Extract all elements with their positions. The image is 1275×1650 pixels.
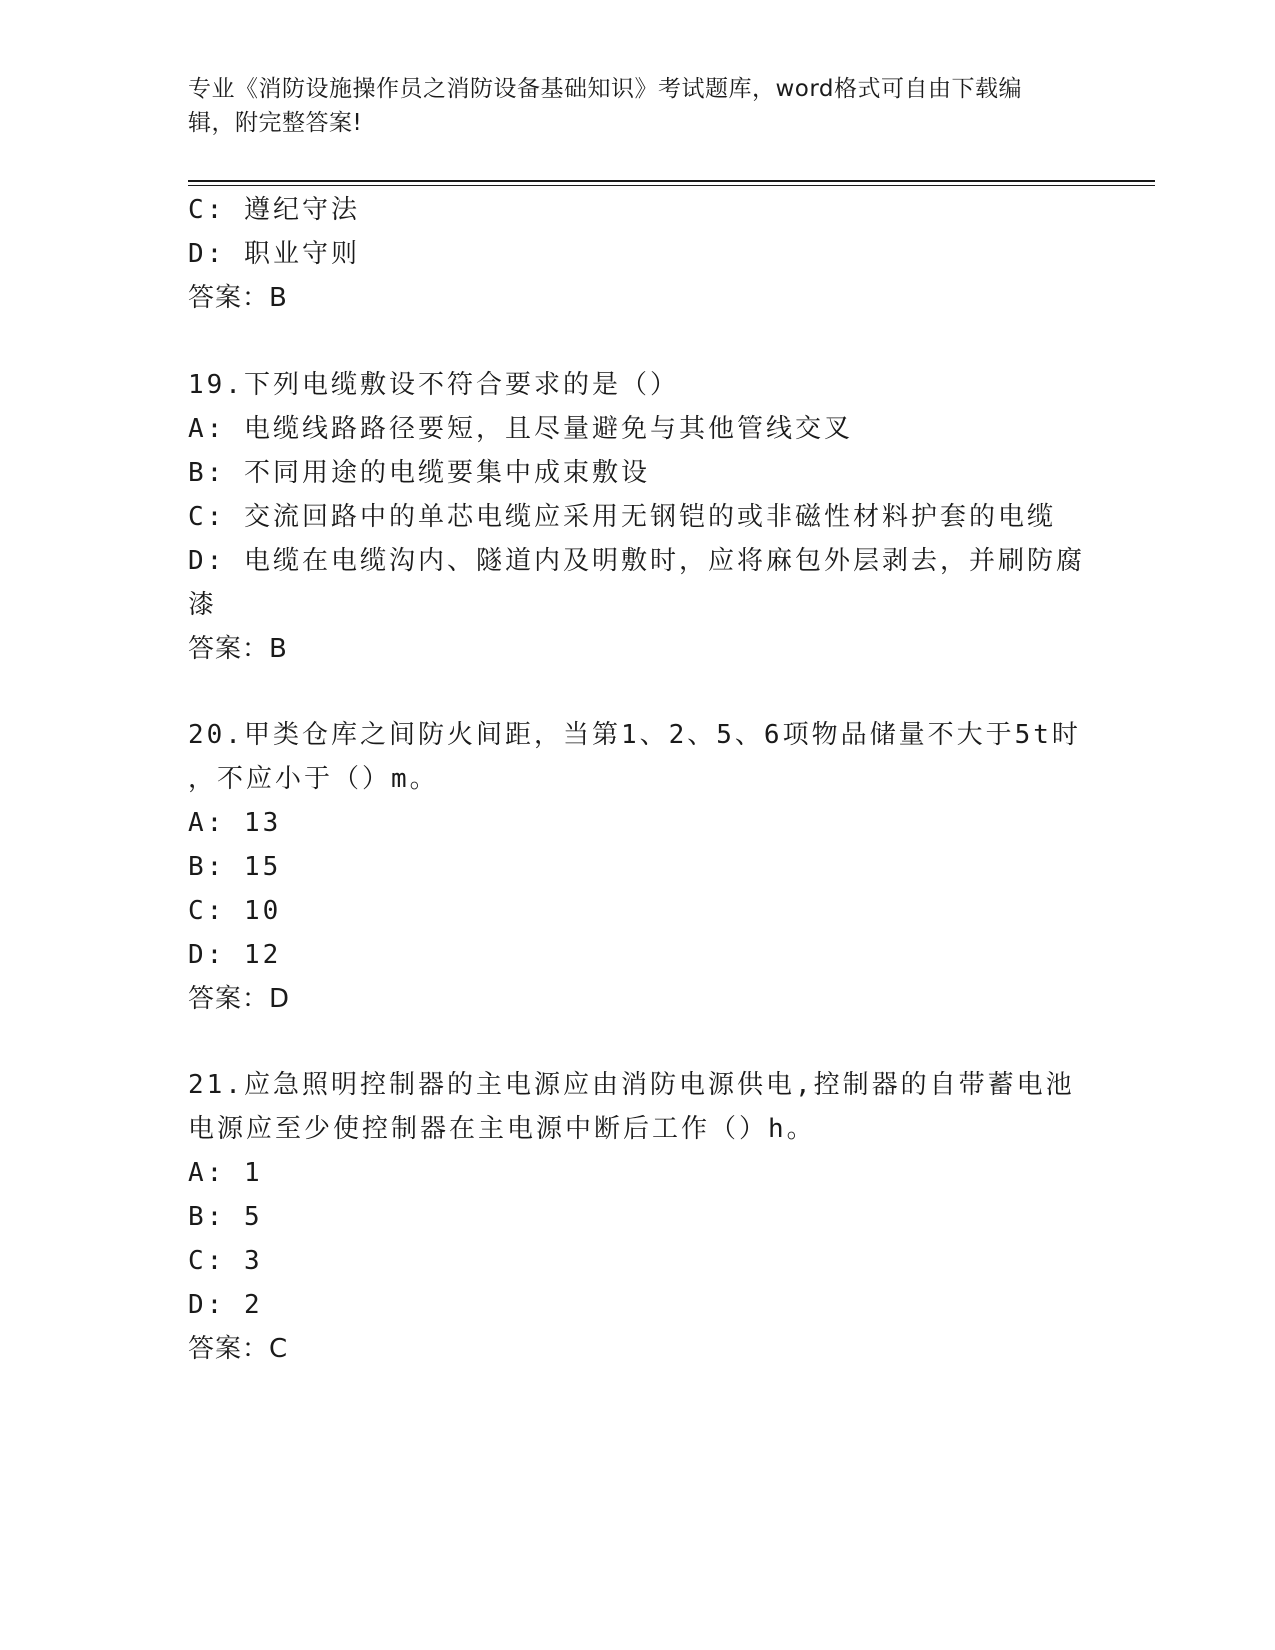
q20-option-c: C: 10 <box>188 896 282 926</box>
q21-option-a: A: 1 <box>188 1158 263 1188</box>
header-divider-thick <box>188 180 1155 182</box>
prev-answer: 答案：B <box>188 283 288 313</box>
q20-option-a: A: 13 <box>188 808 282 838</box>
q19-option-d-line-2: 漆 <box>188 590 218 620</box>
q19-option-c: C: 交流回路中的单芯电缆应采用无钢铠的或非磁性材料护套的电缆 <box>188 502 1056 532</box>
q21-stem-line-2: 电源应至少使控制器在主电源中断后工作（）h。 <box>188 1114 816 1144</box>
q21-answer: 答案：C <box>188 1334 289 1364</box>
q19-stem: 19.下列电缆敷设不符合要求的是（） <box>188 370 679 400</box>
q20-stem-line-1: 20.甲类仓库之间防火间距，当第1、2、5、6项物品储量不大于5t时 <box>188 720 1081 750</box>
q19-option-a: A: 电缆线路路径要短，且尽量避免与其他管线交叉 <box>188 414 853 444</box>
prev-option-d: D: 职业守则 <box>188 239 360 269</box>
q19-answer: 答案：B <box>188 634 288 664</box>
q21-stem-line-1: 21.应急照明控制器的主电源应由消防电源供电,控制器的自带蓄电池 <box>188 1070 1075 1100</box>
document-header <box>188 72 1068 140</box>
prev-option-c: C: 遵纪守法 <box>188 195 360 225</box>
q20-option-b: B: 15 <box>188 852 282 882</box>
header-divider-thin <box>188 185 1155 186</box>
q20-stem-line-2: ，不应小于（）m。 <box>188 764 439 794</box>
q19-option-d-line-1: D: 电缆在电缆沟内、隧道内及明敷时，应将麻包外层剥去，并刷防腐 <box>188 546 1085 576</box>
header-line-1: 专业《消防设施操作员之消防设备基础知识》考试题库，word格式可自由下载编 <box>188 76 1023 102</box>
q21-option-c: C: 3 <box>188 1246 263 1276</box>
q21-option-d: D: 2 <box>188 1290 263 1320</box>
header-line-2: 辑，附完整答案! <box>188 110 363 136</box>
q21-option-b: B: 5 <box>188 1202 263 1232</box>
q20-answer: 答案：D <box>188 984 291 1014</box>
q19-option-b: B: 不同用途的电缆要集中成束敷设 <box>188 458 650 488</box>
q20-option-d: D: 12 <box>188 940 282 970</box>
